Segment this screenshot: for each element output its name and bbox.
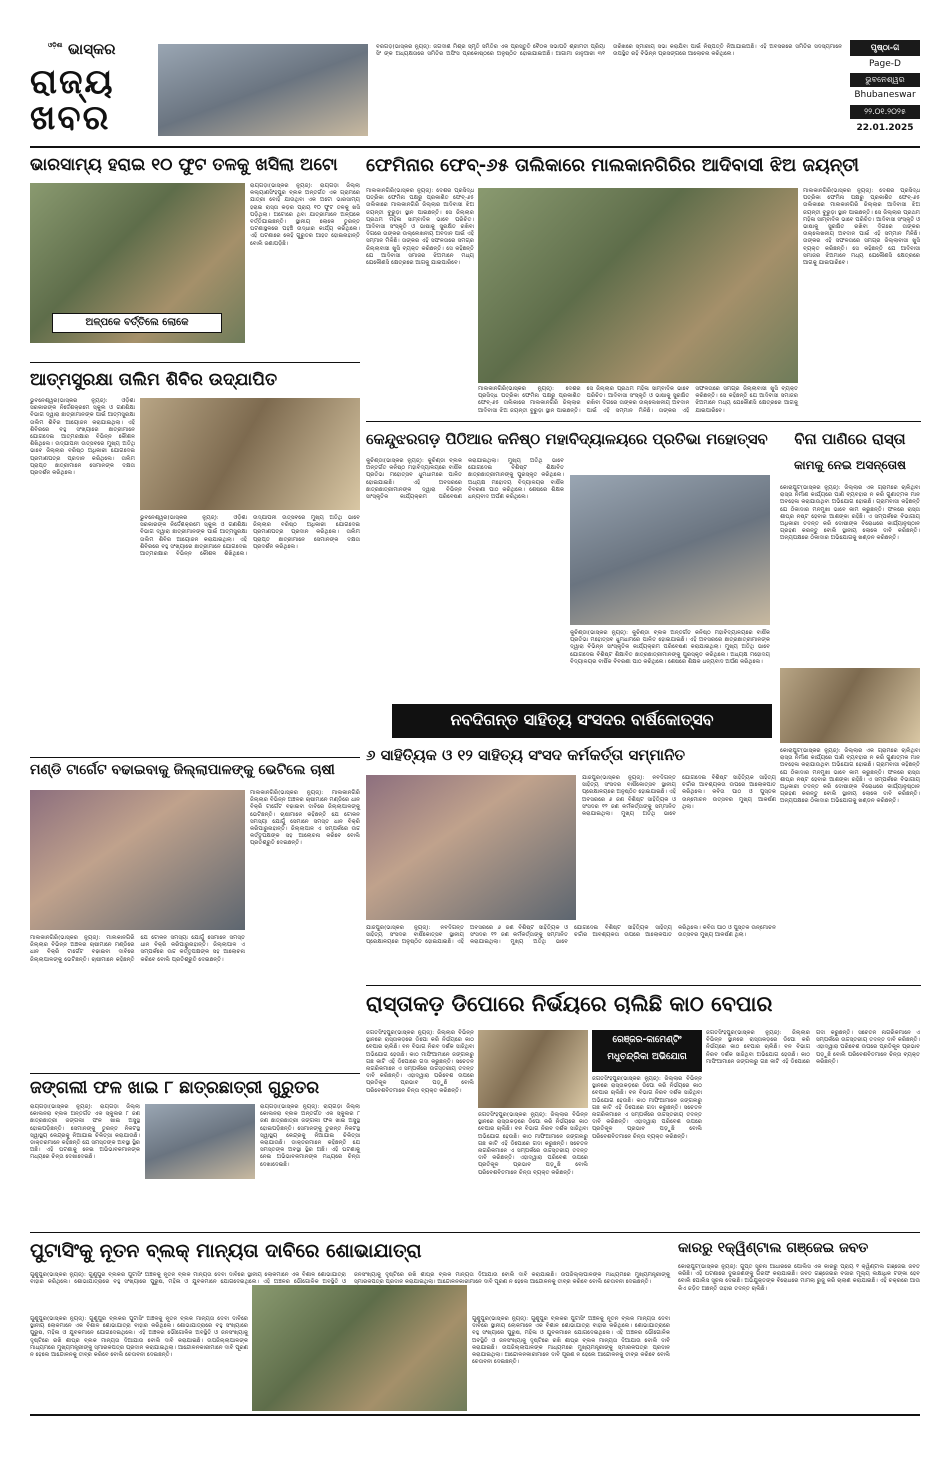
auto-accident-body: ରାୟଗଡ଼ା(ଭାସ୍କର ନ୍ୟୁଜ୍): ରାୟଗଡ଼ା ଜିଲ୍ଲା କଲ୍ୟାଣସିଂହପୁର ବ୍ଲକ ଅନ୍ତର୍ଗତ ଏକ ଗ୍ରାମରେ ଯାତ୍ରୀ ବୋହି ଯାଉଥିବା ଏକ ଅଟୋ ଭାରସାମ୍ୟ ହରାଇ ରାସ୍ତା କଡ଼ର ପ୍ରାୟ ୧୦ ଫୁଟ ତଳକୁ ଖସି ପଡ଼ିଥିଲା। ଅଟୋରେ ଥିବା ଯାତ୍ରୀମାନେ ଅଳ୍ପକେ ବର୍ତ୍ତିଯାଇଛନ୍ତି। ସ୍ଥାନୀୟ ଲୋକେ ତୁରନ୍ତ ଘଟଣାସ୍ଥଳରେ ପହଞ୍ଚି ଉଦ୍ଧାର କାର୍ଯ୍ୟ କରିଥିଲେ। ଏହି ଘଟଣାରେ କେହି ଗୁରୁତର ଆହତ ହୋଇନାହାନ୍ତି ବୋଲି ଜଣାପଡ଼ିଛି। (250, 183, 362, 247)
divider (30, 757, 360, 758)
masthead (30, 40, 920, 142)
femina-body-under-photo: ମାଲକାନଗିରି(ଭାସ୍କର ନ୍ୟୁଜ୍): ଦେଶର ପ୍ରସିଦ୍ଧ ପତ୍ରିକା ଫେମିନା ପକ୍ଷରୁ ପ୍ରକାଶିତ ଫେବ୍-୬୫ ତାଲିକାରେ ମାଲକାନଗିରି ଜିଲ୍ଲାର ଆଦିବାସୀ ଝିଅ ଜୟନ୍ତୀ ବୁରୁଡ଼ା ସ୍ଥାନ ପାଇଛନ୍ତି। ସେ ଜିଲ୍ଲାର ପ୍ରଥମ ମହିଳା ସାମ୍ବାଦିକ ଭାବେ ପରିଚିତ। ଆଦିବାସୀ ସଂସ୍କୃତି ଓ ଭାଷାକୁ ସୁରକ୍ଷିତ ରଖିବା ଦିଗରେ ତାଙ୍କର ଉଲ୍ଲେଖନୀୟ ଅବଦାନ ପାଇଁ ଏହି ସମ୍ମାନ ମିଳିଛି। ତାଙ୍କର ଏହି ସଫଳତାରେ ସମଗ୍ର ଜିଲ୍ଲାବାସୀ ଖୁସି ବ୍ୟକ୍ତ କରିଛନ୍ତି। ସେ କହିଛନ୍ତି ଯେ ଆଦିବାସୀ ସମାଜର ଝିଅମାନେ ମଧ୍ୟ ଯେକୌଣସି କ୍ଷେତ୍ରରେ ଆଗକୁ ଯାଇପାରିବେ। (478, 386, 800, 414)
timber-tag-2: ମଧୁଚନ୍ଦ୍ରିକା ଅଭିଯୋଗ (607, 1052, 687, 1062)
brand-prefix: ଓଡ଼ିଶା (48, 42, 63, 49)
masthead-divider (30, 146, 920, 148)
self-defense-photo (140, 398, 360, 510)
page-label: ପୃଷ୍ଠା-ଗ (850, 40, 920, 56)
timber-body-col-4: ଜଗତସିଂହପୁର(ଭାସ୍କର ନ୍ୟୁଜ୍): ଜିଲ୍ଲାର ବିଭିନ୍ନ ସ୍ଥାନରେ ରାସ୍ତାକଡ଼ରେ ଡିପୋ କରି ନିର୍ଭୟରେ କାଠ ବେପାର ଚାଲିଛି। ବନ ବିଭାଗ ନିରବ ଦର୍ଶକ ସାଜିଥିବା ଅଭିଯୋଗ ହେଉଛି। କାଠ ମାଫିଆମାନେ ଜଙ୍ଗଲରୁ ଗଛ କାଟି ଏହି ଡିପୋରେ ଗଦା କରୁଛନ୍ତି। ସଚେତନ ନାଗରିକମାନେ ଏ ସମ୍ପର୍କରେ ଉଚ୍ଚସ୍ତରୀୟ ତଦନ୍ତ ଦାବି କରିଛନ୍ତି। ଏହାଦ୍ୱାରା ପରିବେଶ ଉପରେ ପ୍ରତିକୂଳ ପ୍ରଭାବ ପଡ଼ୁଛି ବୋଲି ପରିବେଶବିତମାନେ ଚିନ୍ତା ବ୍ୟକ୍ତ କରିଛନ୍ତି। (706, 1030, 922, 1065)
procession-headline: ପୁଟାସିଂକୁ ନୂତନ ବ୍ଲକ୍ ମାନ୍ୟତା ଦାବିରେ ଶୋଭାଯାତ୍ରା (30, 1240, 422, 1262)
wild-fruit-body-cont: ରାୟଗଡ଼ା(ଭାସ୍କର ନ୍ୟୁଜ୍): ରାୟଗଡ଼ା ଜିଲ୍ଲା କୋଲନରା ବ୍ଲକ ଅନ୍ତର୍ଗତ ଏକ ସ୍କୁଲର ୮ ଜଣ ଛାତ୍ରଛାତ୍ରୀ ଜଙ୍ଗଲୀ ଫଳ ଖାଇ ଅସୁସ୍ଥ ହୋଇପଡ଼ିଛନ୍ତି। ସେମାନଙ୍କୁ ତୁରନ୍ତ ନିକଟସ୍ଥ ସ୍ୱାସ୍ଥ୍ୟ କେନ୍ଦ୍ରକୁ ନିଆଯାଇ ଚିକିତ୍ସା କରାଯାଉଛି। ଡାକ୍ତରମାନେ କହିଛନ୍ତି ଯେ ସମସ୍ତଙ୍କ ଅବସ୍ଥା ସ୍ଥିର ଅଛି। ଏହି ଘଟଣାକୁ ନେଇ ଅଭିଭାବକମାନଙ୍କ ମଧ୍ୟରେ ଚିନ୍ତା ଦେଖାଦେଇଛି। (260, 1104, 362, 1168)
timber-photo (478, 1030, 588, 1108)
femina-body-col-1: ମାଲକାନଗିରି(ଭାସ୍କର ନ୍ୟୁଜ୍): ଦେଶର ପ୍ରସିଦ୍ଧ ପତ୍ରିକା ଫେମିନା ପକ୍ଷରୁ ପ୍ରକାଶିତ ଫେବ୍-୬୫ ତାଲିକାରେ ମାଲକାନଗିରି ଜିଲ୍ଲାର ଆଦିବାସୀ ଝିଅ ଜୟନ୍ତୀ ବୁରୁଡ଼ା ସ୍ଥାନ ପାଇଛନ୍ତି। ସେ ଜିଲ୍ଲାର ପ୍ରଥମ ମହିଳା ସାମ୍ବାଦିକ ଭାବେ ପରିଚିତ। ଆଦିବାସୀ ସଂସ୍କୃତି ଓ ଭାଷାକୁ ସୁରକ୍ଷିତ ରଖିବା ଦିଗରେ ତାଙ୍କର ଉଲ୍ଲେଖନୀୟ ଅବଦାନ ପାଇଁ ଏହି ସମ୍ମାନ ମିଳିଛି। ତାଙ୍କର ଏହି ସଫଳତାରେ ସମଗ୍ର ଜିଲ୍ଲାବାସୀ ଖୁସି ବ୍ୟକ୍ତ କରିଛନ୍ତି। ସେ କହିଛନ୍ତି ଯେ ଆଦିବାସୀ ସମାଜର ଝିଅମାନେ ମଧ୍ୟ ଯେକୌଣସି କ୍ଷେତ୍ରରେ ଆଗକୁ ଯାଇପାରିବେ। (366, 188, 476, 267)
femina-photo (478, 188, 798, 383)
procession-body: ଗୁଣୁପୁର(ଭାସ୍କର ନ୍ୟୁଜ୍): ଗୁଣୁପୁର ବ୍ଲକର ପୁଟାସିଂ ଅଞ୍ଚଳକୁ ନୂତନ ବ୍ଲକ ମାନ୍ୟତା ଦେବା ଦାବିରେ ସ୍ଥାନୀୟ ଲୋକମାନେ ଏକ ବିଶାଳ ଶୋଭାଯାତ୍ରା ବାହାର କରିଥିଲେ। ଶୋଭାଯାତ୍ରାରେ ବହୁ ସଂଖ୍ୟାରେ ପୁରୁଷ, ମହିଳା ଓ ଯୁବକମାନେ ଯୋଗଦେଇଥିଲେ। ଏହି ଅଞ୍ଚଳର ଭୌଗୋଳିକ ଅବସ୍ଥିତି ଓ ଜନସଂଖ୍ୟାକୁ ଦୃଷ୍ଟିରେ ରଖି ଶୀଘ୍ର ବ୍ଲକ ମାନ୍ୟତା ଦିଆଯାଉ ବୋଲି ଦାବି କରାଯାଇଛି। ଉପଜିଲ୍ଲାପାଳଙ୍କ ମାଧ୍ୟମରେ ମୁଖ୍ୟମନ୍ତ୍ରୀଙ୍କୁ ସ୍ମାରକପତ୍ର ପ୍ରଦାନ କରାଯାଇଥିଲା। ଆନ୍ଦୋଳନକାରୀମାନେ ଦାବି ପୂରଣ ନ ହେଲେ ଆନ୍ଦୋଳନକୁ ତୀବ୍ର କରିବେ ବୋଲି ଚେତାବନୀ ଦେଇଛନ୍ତି। (30, 1272, 672, 1286)
femina-headline: ଫେମିନାର ଫେବ୍-୬୫ ତାଲିକାରେ ମାଲକାନଗିରିର ଆଦିବାସୀ ଝିଅ ଜୟନ୍ତୀ (366, 155, 859, 176)
wild-fruit-body: ରାୟଗଡ଼ା(ଭାସ୍କର ନ୍ୟୁଜ୍): ରାୟଗଡ଼ା ଜିଲ୍ଲା କୋଲନରା ବ୍ଲକ ଅନ୍ତର୍ଗତ ଏକ ସ୍କୁଲର ୮ ଜଣ ଛାତ୍ରଛାତ୍ରୀ ଜଙ୍ଗଲୀ ଫଳ ଖାଇ ଅସୁସ୍ଥ ହୋଇପଡ଼ିଛନ୍ତି। ସେମାନଙ୍କୁ ତୁରନ୍ତ ନିକଟସ୍ଥ ସ୍ୱାସ୍ଥ୍ୟ କେନ୍ଦ୍ରକୁ ନିଆଯାଇ ଚିକିତ୍ସା କରାଯାଉଛି। ଡାକ୍ତରମାନେ କହିଛନ୍ତି ଯେ ସମସ୍ତଙ୍କ ଅବସ୍ଥା ସ୍ଥିର ଅଛି। ଏହି ଘଟଣାକୁ ନେଇ ଅଭିଭାବକମାନଙ୍କ ମଧ୍ୟରେ ଚିନ୍ତା ଦେଖାଦେଇଛି। (30, 1104, 142, 1161)
city-odia: ଭୁବନେଶ୍ୱର (850, 73, 920, 87)
brand-name: ଭାସ୍କର (68, 40, 116, 58)
section-title-line-1: ରାଜ୍ୟ (30, 62, 115, 102)
intro-article-text: ବରଗଡ଼(ଭାସ୍କର ନ୍ୟୁଜ୍): ଜଗଦୀଶ ମିଶ୍ର ସ୍ମୃତି ସମିତିର ଏକ ପ୍ରସ୍ତୁତି ବୈଠକ ସଭାପତି ଶ୍ରୀମତୀ ପ୍ରିୟା ସିଂ ଙ୍କ ଅଧ୍ୟକ୍ଷତାରେ ସମିତିର ଅଫିସ ପ୍ରକୋଷ୍ଠରେ ଅନୁଷ୍ଠିତ ହୋଇଯାଇଅଛି। ଆଗାମୀ ଜାନୁଆରୀ ୩୧ ତାରିଖରେ ସ୍ମାରୀୟ ସଭା କରାଯିବା ପାଇଁ ନିଷ୍ପତ୍ତି ନିଆଯାଇଅଛି। ଏହି ଅବସରରେ ସମିତିର ସଦସ୍ୟମାନେ ଉପସ୍ଥିତ ରହି ବିଭିନ୍ନ ପ୍ରସଙ୍ଗରେ ଆଲୋଚନା କରିଥିଲେ। (376, 44, 844, 58)
water-road-photo (780, 668, 920, 743)
water-road-body-cont: କୋରାପୁଟ(ଭାସ୍କର ନ୍ୟୁଜ୍): ଜିଲ୍ଲାର ଏକ ଗ୍ରାମରେ ଚାଲିଥିବା ରାସ୍ତା ନିର୍ମାଣ କାର୍ଯ୍ୟରେ ପାଣି ବ୍ୟବହାର ନ କରି ଗୁଣାତ୍ମକ ମାନ ଅବହେଳା କରାଯାଉଥିବା ଅଭିଯୋଗ ହୋଇଛି। ଗ୍ରାମବାସୀ କହିଛନ୍ତି ଯେ ଠିକାଦାର ମନମୁଖୀ ଭାବେ କାମ କରୁଛନ୍ତି। ଫଳରେ ରାସ୍ତା ଶୀଘ୍ର ନଷ୍ଟ ହେବାର ଆଶଙ୍କା ରହିଛି। ଏ ସମ୍ପର୍କରେ ବିଭାଗୀୟ ଅଧିକାରୀ ତଦନ୍ତ କରି ଦୋଷୀଙ୍କ ବିରୋଧରେ କାର୍ଯ୍ୟାନୁଷ୍ଠାନ ଗ୍ରହଣ କରନ୍ତୁ ବୋଲି ସ୍ଥାନୀୟ ଲୋକେ ଦାବି କରିଛନ୍ତି। ଅନ୍ୟପକ୍ଷରେ ଠିକାଦାର ଅଭିଯୋଗକୁ ଖଣ୍ଡନ କରିଛନ୍ତି। (780, 748, 922, 805)
timber-headline: ରାସ୍ତାକଡ଼ ଡିପୋରେ ନିର୍ଭୟରେ ଚାଲିଛି କାଠ ବେପାର (366, 992, 773, 1016)
auto-accident-photo (30, 183, 245, 343)
divider (366, 985, 921, 986)
divider (30, 1232, 920, 1233)
farmer-collector-headline: ମଣ୍ଡି ଟାର୍ଗେଟ ବଢାଇବାକୁ ଜିଲ୍ଲାପାଳଙ୍କୁ ଭେଟିଲେ ଚାଷୀ (30, 762, 335, 778)
divider (30, 362, 360, 363)
sahitya-banner (392, 704, 772, 738)
timber-body-col-1: ଜଗତସିଂହପୁର(ଭାସ୍କର ନ୍ୟୁଜ୍): ଜିଲ୍ଲାର ବିଭିନ୍ନ ସ୍ଥାନରେ ରାସ୍ତାକଡ଼ରେ ଡିପୋ କରି ନିର୍ଭୟରେ କାଠ ବେପାର ଚାଲିଛି। ବନ ବିଭାଗ ନିରବ ଦର୍ଶକ ସାଜିଥିବା ଅଭିଯୋଗ ହେଉଛି। କାଠ ମାଫିଆମାନେ ଜଙ୍ଗଲରୁ ଗଛ କାଟି ଏହି ଡିପୋରେ ଗଦା କରୁଛନ୍ତି। ସଚେତନ ନାଗରିକମାନେ ଏ ସମ୍ପର୍କରେ ଉଚ୍ଚସ୍ତରୀୟ ତଦନ୍ତ ଦାବି କରିଛନ୍ତି। ଏହାଦ୍ୱାରା ପରିବେଶ ଉପରେ ପ୍ରତିକୂଳ ପ୍ରଭାବ ପଡ଼ୁଛି ବୋଲି ପରିବେଶବିତମାନେ ଚିନ୍ତା ବ୍ୟକ୍ତ କରିଛନ୍ତି। (366, 1030, 476, 1094)
brand-logo (30, 40, 150, 140)
timber-tag-box (592, 1030, 702, 1072)
divider (366, 421, 921, 422)
timber-tag-1: ରେଞ୍ଜର-କାମେଣ୍ଟିଂ (612, 1035, 682, 1045)
sahitya-body-col-2: ଯାଜପୁର(ଭାସ୍କର ନ୍ୟୁଜ୍): ନବଦିଗନ୍ତ ସାହିତ୍ୟ ସଂସଦର ବାର୍ଷିକୋତ୍ସବ ସ୍ଥାନୀୟ ପ୍ରେକ୍ଷାଳୟରେ ଅନୁଷ୍ଠିତ ହୋଇଯାଇଛି। ଏହି ଅବସରରେ ୬ ଜଣ ବିଶିଷ୍ଟ ସାହିତ୍ୟିକ ଓ ସଂସଦର ୧୨ ଜଣ କର୍ମକର୍ତ୍ତାଙ୍କୁ ସମ୍ମାନିତ କରାଯାଇଥିଲା। ମୁଖ୍ୟ ଅତିଥି ଭାବେ ଯୋଗଦେଇ ବିଶିଷ୍ଟ ସାହିତ୍ୟିକ ସାହିତ୍ୟ ଚର୍ଚ୍ଚାର ଆବଶ୍ୟକତା ଉପରେ ଆଲୋକପାତ କରିଥିଲେ। କବିତା ପାଠ ଓ ପୁସ୍ତକ ଉନ୍ମୋଚନ ଉତ୍ସବର ମୁଖ୍ୟ ଆକର୍ଷଣ ଥିଲା। (366, 925, 778, 946)
water-road-headline-1: ବିନା ପାଣିରେ ରାସ୍ତା (794, 430, 906, 448)
procession-body-right: ଗୁଣୁପୁର(ଭାସ୍କର ନ୍ୟୁଜ୍): ଗୁଣୁପୁର ବ୍ଲକର ପୁଟାସିଂ ଅଞ୍ଚଳକୁ ନୂତନ ବ୍ଲକ ମାନ୍ୟତା ଦେବା ଦାବିରେ ସ୍ଥାନୀୟ ଲୋକମାନେ ଏକ ବିଶାଳ ଶୋଭାଯାତ୍ରା ବାହାର କରିଥିଲେ। ଶୋଭାଯାତ୍ରାରେ ବହୁ ସଂଖ୍ୟାରେ ପୁରୁଷ, ମହିଳା ଓ ଯୁବକମାନେ ଯୋଗଦେଇଥିଲେ। ଏହି ଅଞ୍ଚଳର ଭୌଗୋଳିକ ଅବସ୍ଥିତି ଓ ଜନସଂଖ୍ୟାକୁ ଦୃଷ୍ଟିରେ ରଖି ଶୀଘ୍ର ବ୍ଲକ ମାନ୍ୟତା ଦିଆଯାଉ ବୋଲି ଦାବି କରାଯାଇଛି। ଉପଜିଲ୍ଲାପାଳଙ୍କ ମାଧ୍ୟମରେ ମୁଖ୍ୟମନ୍ତ୍ରୀଙ୍କୁ ସ୍ମାରକପତ୍ର ପ୍ରଦାନ କରାଯାଇଥିଲା। ଆନ୍ଦୋଳନକାରୀମାନେ ଦାବି ପୂରଣ ନ ହେଲେ ଆନ୍ଦୋଳନକୁ ତୀବ୍ର କରିବେ ବୋଲି ଚେତାବନୀ ଦେଇଛନ୍ତି। (472, 1316, 672, 1366)
procession-photo (252, 1285, 467, 1411)
wild-fruit-headline: ଜଙ୍ଗଲୀ ଫଳ ଖାଇ ୮ ଛାତ୍ରଛାତ୍ରୀ ଗୁରୁତର (30, 1078, 320, 1098)
divider (30, 1073, 360, 1074)
sahitya-banner-text: ନବଦିଗନ୍ତ ସାହିତ୍ୟ ସଂସଦର ବାର୍ଷିକୋତ୍ସବ (450, 710, 714, 729)
procession-body-left: ଗୁଣୁପୁର(ଭାସ୍କର ନ୍ୟୁଜ୍): ଗୁଣୁପୁର ବ୍ଲକର ପୁଟାସିଂ ଅଞ୍ଚଳକୁ ନୂତନ ବ୍ଲକ ମାନ୍ୟତା ଦେବା ଦାବିରେ ସ୍ଥାନୀୟ ଲୋକମାନେ ଏକ ବିଶାଳ ଶୋଭାଯାତ୍ରା ବାହାର କରିଥିଲେ। ଶୋଭାଯାତ୍ରାରେ ବହୁ ସଂଖ୍ୟାରେ ପୁରୁଷ, ମହିଳା ଓ ଯୁବକମାନେ ଯୋଗଦେଇଥିଲେ। ଏହି ଅଞ୍ଚଳର ଭୌଗୋଳିକ ଅବସ୍ଥିତି ଓ ଜନସଂଖ୍ୟାକୁ ଦୃଷ୍ଟିରେ ରଖି ଶୀଘ୍ର ବ୍ଲକ ମାନ୍ୟତା ଦିଆଯାଉ ବୋଲି ଦାବି କରାଯାଇଛି। ଉପଜିଲ୍ଲାପାଳଙ୍କ ମାଧ୍ୟମରେ ମୁଖ୍ୟମନ୍ତ୍ରୀଙ୍କୁ ସ୍ମାରକପତ୍ର ପ୍ରଦାନ କରାଯାଇଥିଲା। ଆନ୍ଦୋଳନକାରୀମାନେ ଦାବି ପୂରଣ ନ ହେଲେ ଆନ୍ଦୋଳନକୁ ତୀବ୍ର କରିବେ ବୋଲି ଚେତାବନୀ ଦେଇଛନ୍ତି। (30, 1316, 250, 1359)
group-photo (158, 44, 368, 136)
page-bottom-rule (30, 1414, 920, 1416)
date: 22.01.2025 (856, 123, 914, 133)
date-odia: ୨୨.୦୧.୨୦୨୫ (850, 105, 920, 119)
page-info-box (850, 40, 920, 140)
sahitya-photo (366, 775, 576, 920)
water-road-body: କୋରାପୁଟ(ଭାସ୍କର ନ୍ୟୁଜ୍): ଜିଲ୍ଲାର ଏକ ଗ୍ରାମରେ ଚାଲିଥିବା ରାସ୍ତା ନିର୍ମାଣ କାର୍ଯ୍ୟରେ ପାଣି ବ୍ୟବହାର ନ କରି ଗୁଣାତ୍ମକ ମାନ ଅବହେଳା କରାଯାଉଥିବା ଅଭିଯୋଗ ହୋଇଛି। ଗ୍ରାମବାସୀ କହିଛନ୍ତି ଯେ ଠିକାଦାର ମନମୁଖୀ ଭାବେ କାମ କରୁଛନ୍ତି। ଫଳରେ ରାସ୍ତା ଶୀଘ୍ର ନଷ୍ଟ ହେବାର ଆଶଙ୍କା ରହିଛି। ଏ ସମ୍ପର୍କରେ ବିଭାଗୀୟ ଅଧିକାରୀ ତଦନ୍ତ କରି ଦୋଷୀଙ୍କ ବିରୋଧରେ କାର୍ଯ୍ୟାନୁଷ୍ଠାନ ଗ୍ରହଣ କରନ୍ତୁ ବୋଲି ସ୍ଥାନୀୟ ଲୋକେ ଦାବି କରିଛନ୍ତି। ଅନ୍ୟପକ୍ଷରେ ଠିକାଦାର ଅଭିଯୋଗକୁ ଖଣ୍ଡନ କରିଛନ୍ତି। (780, 485, 922, 542)
femina-body-col-3: ମାଲକାନଗିରି(ଭାସ୍କର ନ୍ୟୁଜ୍): ଦେଶର ପ୍ରସିଦ୍ଧ ପତ୍ରିକା ଫେମିନା ପକ୍ଷରୁ ପ୍ରକାଶିତ ଫେବ୍-୬୫ ତାଲିକାରେ ମାଲକାନଗିରି ଜିଲ୍ଲାର ଆଦିବାସୀ ଝିଅ ଜୟନ୍ତୀ ବୁରୁଡ଼ା ସ୍ଥାନ ପାଇଛନ୍ତି। ସେ ଜିଲ୍ଲାର ପ୍ରଥମ ମହିଳା ସାମ୍ବାଦିକ ଭାବେ ପରିଚିତ। ଆଦିବାସୀ ସଂସ୍କୃତି ଓ ଭାଷାକୁ ସୁରକ୍ଷିତ ରଖିବା ଦିଗରେ ତାଙ୍କର ଉଲ୍ଲେଖନୀୟ ଅବଦାନ ପାଇଁ ଏହି ସମ୍ମାନ ମିଳିଛି। ତାଙ୍କର ଏହି ସଫଳତାରେ ସମଗ୍ର ଜିଲ୍ଲାବାସୀ ଖୁସି ବ୍ୟକ୍ତ କରିଛନ୍ତି। ସେ କହିଛନ୍ତି ଯେ ଆଦିବାସୀ ସମାଜର ଝିଅମାନେ ମଧ୍ୟ ଯେକୌଣସି କ୍ଷେତ୍ରରେ ଆଗକୁ ଯାଇପାରିବେ। (803, 188, 922, 267)
sahitya-headline: ୬ ସାହିତ୍ୟିକ ଓ ୧୨ ସାହିତ୍ୟ ସଂସଦ କର୍ମକର୍ତ୍ତା ସମ୍ମାନିତ (366, 746, 686, 764)
city-name: Bhubaneswar (854, 90, 916, 100)
farmer-collector-body-cont: ମାଲକାନଗିରି(ଭାସ୍କର ନ୍ୟୁଜ୍): ମାଲକାନଗିରି ଜିଲ୍ଲାର ବିଭିନ୍ନ ଅଞ୍ଚଳର ଚାଷୀମାନେ ମଣ୍ଡିରେ ଧାନ ବିକ୍ରି ଟାର୍ଗେଟ ବଢାଇବା ଦାବିରେ ଜିଲ୍ଲାପାଳଙ୍କୁ ଭେଟିଛନ୍ତି। ଚାଷୀମାନେ କହିଛନ୍ତି ଯେ ଟୋକନ ସମସ୍ୟା ଯୋଗୁଁ ସେମାନେ ସମସ୍ତ ଧାନ ବିକ୍ରି କରିପାରୁନାହାନ୍ତି। ଜିଲ୍ଲାପାଳ ଏ ସମ୍ପର୍କରେ ଉଚ୍ଚ କର୍ତ୍ତୃପକ୍ଷଙ୍କ ସହ ଆଲୋଚନା କରିବେ ବୋଲି ପ୍ରତିଶ୍ରୁତି ଦେଇଛନ୍ତି। (30, 935, 247, 963)
timber-body-col-2: ଜଗତସିଂହପୁର(ଭାସ୍କର ନ୍ୟୁଜ୍): ଜିଲ୍ଲାର ବିଭିନ୍ନ ସ୍ଥାନରେ ରାସ୍ତାକଡ଼ରେ ଡିପୋ କରି ନିର୍ଭୟରେ କାଠ ବେପାର ଚାଲିଛି। ବନ ବିଭାଗ ନିରବ ଦର୍ଶକ ସାଜିଥିବା ଅଭିଯୋଗ ହେଉଛି। କାଠ ମାଫିଆମାନେ ଜଙ୍ଗଲରୁ ଗଛ କାଟି ଏହି ଡିପୋରେ ଗଦା କରୁଛନ୍ତି। ସଚେତନ ନାଗରିକମାନେ ଏ ସମ୍ପର୍କରେ ଉଚ୍ଚସ୍ତରୀୟ ତଦନ୍ତ ଦାବି କରିଛନ୍ତି। ଏହାଦ୍ୱାରା ପରିବେଶ ଉପରେ ପ୍ରତିକୂଳ ପ୍ରଭାବ ପଡ଼ୁଛି ବୋଲି ପରିବେଶବିତମାନେ ଚିନ୍ତା ବ୍ୟକ୍ତ କରିଛନ୍ତି। (478, 1112, 590, 1176)
farmer-collector-photo (30, 790, 245, 930)
wild-fruit-photo (145, 1104, 255, 1179)
college-body: କୁଚିଣ୍ଡା(ଭାସ୍କର ନ୍ୟୁଜ୍): କୁଚିଣ୍ଡା ବ୍ଲକ ଅନ୍ତର୍ଗତ କନିଷ୍ଠ ମହାବିଦ୍ୟାଳୟରେ ବାର୍ଷିକ ପ୍ରତିଭା ମହୋତ୍ସବ ଧୁମଧାମରେ ପାଳିତ ହୋଇଯାଇଛି। ଏହି ଅବସରରେ ଛାତ୍ରଛାତ୍ରୀମାନଙ୍କ ଦ୍ୱାରା ବିଭିନ୍ନ ସାଂସ୍କୃତିକ କାର୍ଯ୍ୟକ୍ରମ ପରିବେଷଣ କରାଯାଇଥିଲା। ମୁଖ୍ୟ ଅତିଥି ଭାବେ ଯୋଗଦେଇ ବିଶିଷ୍ଟ ଶିକ୍ଷାବିତ ଛାତ୍ରଛାତ୍ରୀମାନଙ୍କୁ ପୁରସ୍କୃତ କରିଥିଲେ। ଅଧ୍ୟକ୍ଷ ମହୋଦୟ ବିଦ୍ୟାଳୟର ବାର୍ଷିକ ବିବରଣୀ ପାଠ କରିଥିଲେ। ଶେଷରେ ଶିକ୍ଷକ ଧନ୍ୟବାଦ ଅର୍ପଣ କରିଥିଲେ। (366, 458, 566, 501)
self-defense-headline: ଆତ୍ମସୁରକ୍ଷା ତାଲିମ ଶିବିର ଉଦ୍‌ଯାପିତ (30, 370, 278, 390)
section-title-line-2: ଖବର (30, 98, 111, 138)
self-defense-body: ଭୁବନେଶ୍ୱର(ଭାସ୍କର ନ୍ୟୁଜ୍): ଓଡ଼ିଶା ସରକାରଙ୍କ ନିର୍ଦ୍ଦେଶକ୍ରମେ ସ୍କୁଲ ଓ ଗଣଶିକ୍ଷା ବିଭାଗ ଦ୍ୱାରା ଛାତ୍ରୀମାନଙ୍କ ପାଇଁ ଆତ୍ମସୁରକ୍ଷା ତାଲିମ ଶିବିର ଆୟୋଜନ କରାଯାଇଥିଲା। ଏହି ଶିବିରରେ ବହୁ ସଂଖ୍ୟାରେ ଛାତ୍ରୀମାନେ ଯୋଗଦେଇ ଆତ୍ମରକ୍ଷାର ବିଭିନ୍ନ କୌଶଳ ଶିଖିଥିଲେ। ଉଦ୍‌ଯାପନୀ ଉତ୍ସବରେ ମୁଖ୍ୟ ଅତିଥି ଭାବେ ଜିଲ୍ଲାର ବରିଷ୍ଠ ଅଧିକାରୀ ଯୋଗଦେଇ ପ୍ରମାଣପତ୍ର ପ୍ରଦାନ କରିଥିଲେ। ତାଲିମ ପ୍ରାପ୍ତ ଛାତ୍ରୀମାନେ ସେମାନଙ୍କ ଦକ୍ଷତା ପ୍ରଦର୍ଶନ କରିଥିଲେ। (30, 398, 137, 477)
ganja-headline: କାରରୁ ୧କ୍ୱିଣ୍ଟାଲ ଗଞ୍ଜେଇ ଜବତ (678, 1240, 869, 1256)
auto-accident-headline: ଭାରସାମ୍ୟ ହରାଇ ୧୦ ଫୁଟ ତଳକୁ ଖସିଲା ଅଟୋ (30, 155, 338, 175)
self-defense-body-cont: ଭୁବନେଶ୍ୱର(ଭାସ୍କର ନ୍ୟୁଜ୍): ଓଡ଼ିଶା ସରକାରଙ୍କ ନିର୍ଦ୍ଦେଶକ୍ରମେ ସ୍କୁଲ ଓ ଗଣଶିକ୍ଷା ବିଭାଗ ଦ୍ୱାରା ଛାତ୍ରୀମାନଙ୍କ ପାଇଁ ଆତ୍ମସୁରକ୍ଷା ତାଲିମ ଶିବିର ଆୟୋଜନ କରାଯାଇଥିଲା। ଏହି ଶିବିରରେ ବହୁ ସଂଖ୍ୟାରେ ଛାତ୍ରୀମାନେ ଯୋଗଦେଇ ଆତ୍ମରକ୍ଷାର ବିଭିନ୍ନ କୌଶଳ ଶିଖିଥିଲେ। ଉଦ୍‌ଯାପନୀ ଉତ୍ସବରେ ମୁଖ୍ୟ ଅତିଥି ଭାବେ ଜିଲ୍ଲାର ବରିଷ୍ଠ ଅଧିକାରୀ ଯୋଗଦେଇ ପ୍ରମାଣପତ୍ର ପ୍ରଦାନ କରିଥିଲେ। ତାଲିମ ପ୍ରାପ୍ତ ଛାତ୍ରୀମାନେ ସେମାନଙ୍କ ଦକ୍ଷତା ପ୍ରଦର୍ଶନ କରିଥିଲେ। (140, 515, 362, 558)
ganja-body: କୋରାପୁଟ(ଭାସ୍କର ନ୍ୟୁଜ୍): ଗୁପ୍ତ ସୂଚନା ଆଧାରରେ ପୋଲିସ ଏକ କାରରୁ ପ୍ରାୟ ୧ କ୍ୱିଣ୍ଟାଲ ଗଞ୍ଜେଇ ଜବତ କରିଛି। ଏହି ଘଟଣାରେ ଦୁଇଜଣଙ୍କୁ ଗିରଫ କରାଯାଇଛି। ଜବତ ଗଞ୍ଜେଇର ବଜାର ମୂଲ୍ୟ ଲକ୍ଷାଧିକ ଟଙ୍କା ହେବ ବୋଲି ପୋଲିସ ସୂଚନା ଦେଇଛି। ଅଭିଯୁକ୍ତଙ୍କ ବିରୋଧରେ ମାମଲା ରୁଜୁ କରି ଚାଲାଣ କରାଯାଇଛି। ଏହି ଚକ୍ରରେ ଆଉ କିଏ ଜଡ଼ିତ ଅଛନ୍ତି ତାହାର ତଦନ୍ତ ଚାଲିଛି। (678, 1264, 922, 1292)
college-photo (570, 475, 770, 625)
water-road-headline-2: କାମକୁ ନେଇ ଅସନ୍ତୋଷ (793, 458, 907, 472)
college-body-cont: କୁଚିଣ୍ଡା(ଭାସ୍କର ନ୍ୟୁଜ୍): କୁଚିଣ୍ଡା ବ୍ଲକ ଅନ୍ତର୍ଗତ କନିଷ୍ଠ ମହାବିଦ୍ୟାଳୟରେ ବାର୍ଷିକ ପ୍ରତିଭା ମହୋତ୍ସବ ଧୁମଧାମରେ ପାଳିତ ହୋଇଯାଇଛି। ଏହି ଅବସରରେ ଛାତ୍ରଛାତ୍ରୀମାନଙ୍କ ଦ୍ୱାରା ବିଭିନ୍ନ ସାଂସ୍କୃତିକ କାର୍ଯ୍ୟକ୍ରମ ପରିବେଷଣ କରାଯାଇଥିଲା। ମୁଖ୍ୟ ଅତିଥି ଭାବେ ଯୋଗଦେଇ ବିଶିଷ୍ଟ ଶିକ୍ଷାବିତ ଛାତ୍ରଛାତ୍ରୀମାନଙ୍କୁ ପୁରସ୍କୃତ କରିଥିଲେ। ଅଧ୍ୟକ୍ଷ ମହୋଦୟ ବିଦ୍ୟାଳୟର ବାର୍ଷିକ ବିବରଣୀ ପାଠ କରିଥିଲେ। ଶେଷରେ ଶିକ୍ଷକ ଧନ୍ୟବାଦ ଅର୍ପଣ କରିଥିଲେ। (570, 630, 772, 665)
auto-accident-caption: ଅଳ୍ପକେ ବର୍ତ୍ତିଲେ ଲୋକେ (52, 313, 222, 333)
page-code: Page-D (869, 59, 901, 69)
sahitya-body-col-1: ଯାଜପୁର(ଭାସ୍କର ନ୍ୟୁଜ୍): ନବଦିଗନ୍ତ ସାହିତ୍ୟ ସଂସଦର ବାର୍ଷିକୋତ୍ସବ ସ୍ଥାନୀୟ ପ୍ରେକ୍ଷାଳୟରେ ଅନୁଷ୍ଠିତ ହୋଇଯାଇଛି। ଏହି ଅବସରରେ ୬ ଜଣ ବିଶିଷ୍ଟ ସାହିତ୍ୟିକ ଓ ସଂସଦର ୧୨ ଜଣ କର୍ମକର୍ତ୍ତାଙ୍କୁ ସମ୍ମାନିତ କରାଯାଇଥିଲା। ମୁଖ୍ୟ ଅତିଥି ଭାବେ ଯୋଗଦେଇ ବିଶିଷ୍ଟ ସାହିତ୍ୟିକ ସାହିତ୍ୟ ଚର୍ଚ୍ଚାର ଆବଶ୍ୟକତା ଉପରେ ଆଲୋକପାତ କରିଥିଲେ। କବିତା ପାଠ ଓ ପୁସ୍ତକ ଉନ୍ମୋଚନ ଉତ୍ସବର ମୁଖ୍ୟ ଆକର୍ଷଣ ଥିଲା। (582, 775, 778, 818)
farmer-collector-body: ମାଲକାନଗିରି(ଭାସ୍କର ନ୍ୟୁଜ୍): ମାଲକାନଗିରି ଜିଲ୍ଲାର ବିଭିନ୍ନ ଅଞ୍ଚଳର ଚାଷୀମାନେ ମଣ୍ଡିରେ ଧାନ ବିକ୍ରି ଟାର୍ଗେଟ ବଢାଇବା ଦାବିରେ ଜିଲ୍ଲାପାଳଙ୍କୁ ଭେଟିଛନ୍ତି। ଚାଷୀମାନେ କହିଛନ୍ତି ଯେ ଟୋକନ ସମସ୍ୟା ଯୋଗୁଁ ସେମାନେ ସମସ୍ତ ଧାନ ବିକ୍ରି କରିପାରୁନାହାନ୍ତି। ଜିଲ୍ଲାପାଳ ଏ ସମ୍ପର୍କରେ ଉଚ୍ଚ କର୍ତ୍ତୃପକ୍ଷଙ୍କ ସହ ଆଲୋଚନା କରିବେ ବୋଲି ପ୍ରତିଶ୍ରୁତି ଦେଇଛନ୍ତି। (250, 790, 362, 847)
college-headline: କେନ୍ଦୁଝରଗଡ଼ ପିଠିଆର କନିଷ୍ଠ ମହାବିଦ୍ୟାଳୟରେ ପ୍ରତିଭା ମହୋତ୍ସବ (366, 430, 768, 448)
timber-body-col-3: ଜଗତସିଂହପୁର(ଭାସ୍କର ନ୍ୟୁଜ୍): ଜିଲ୍ଲାର ବିଭିନ୍ନ ସ୍ଥାନରେ ରାସ୍ତାକଡ଼ରେ ଡିପୋ କରି ନିର୍ଭୟରେ କାଠ ବେପାର ଚାଲିଛି। ବନ ବିଭାଗ ନିରବ ଦର୍ଶକ ସାଜିଥିବା ଅଭିଯୋଗ ହେଉଛି। କାଠ ମାଫିଆମାନେ ଜଙ୍ଗଲରୁ ଗଛ କାଟି ଏହି ଡିପୋରେ ଗଦା କରୁଛନ୍ତି। ସଚେତନ ନାଗରିକମାନେ ଏ ସମ୍ପର୍କରେ ଉଚ୍ଚସ୍ତରୀୟ ତଦନ୍ତ ଦାବି କରିଛନ୍ତି। ଏହାଦ୍ୱାରା ପରିବେଶ ଉପରେ ପ୍ରତିକୂଳ ପ୍ରଭାବ ପଡ଼ୁଛି ବୋଲି ପରିବେଶବିତମାନେ ଚିନ୍ତା ବ୍ୟକ୍ତ କରିଛନ୍ତି। (592, 1076, 704, 1140)
